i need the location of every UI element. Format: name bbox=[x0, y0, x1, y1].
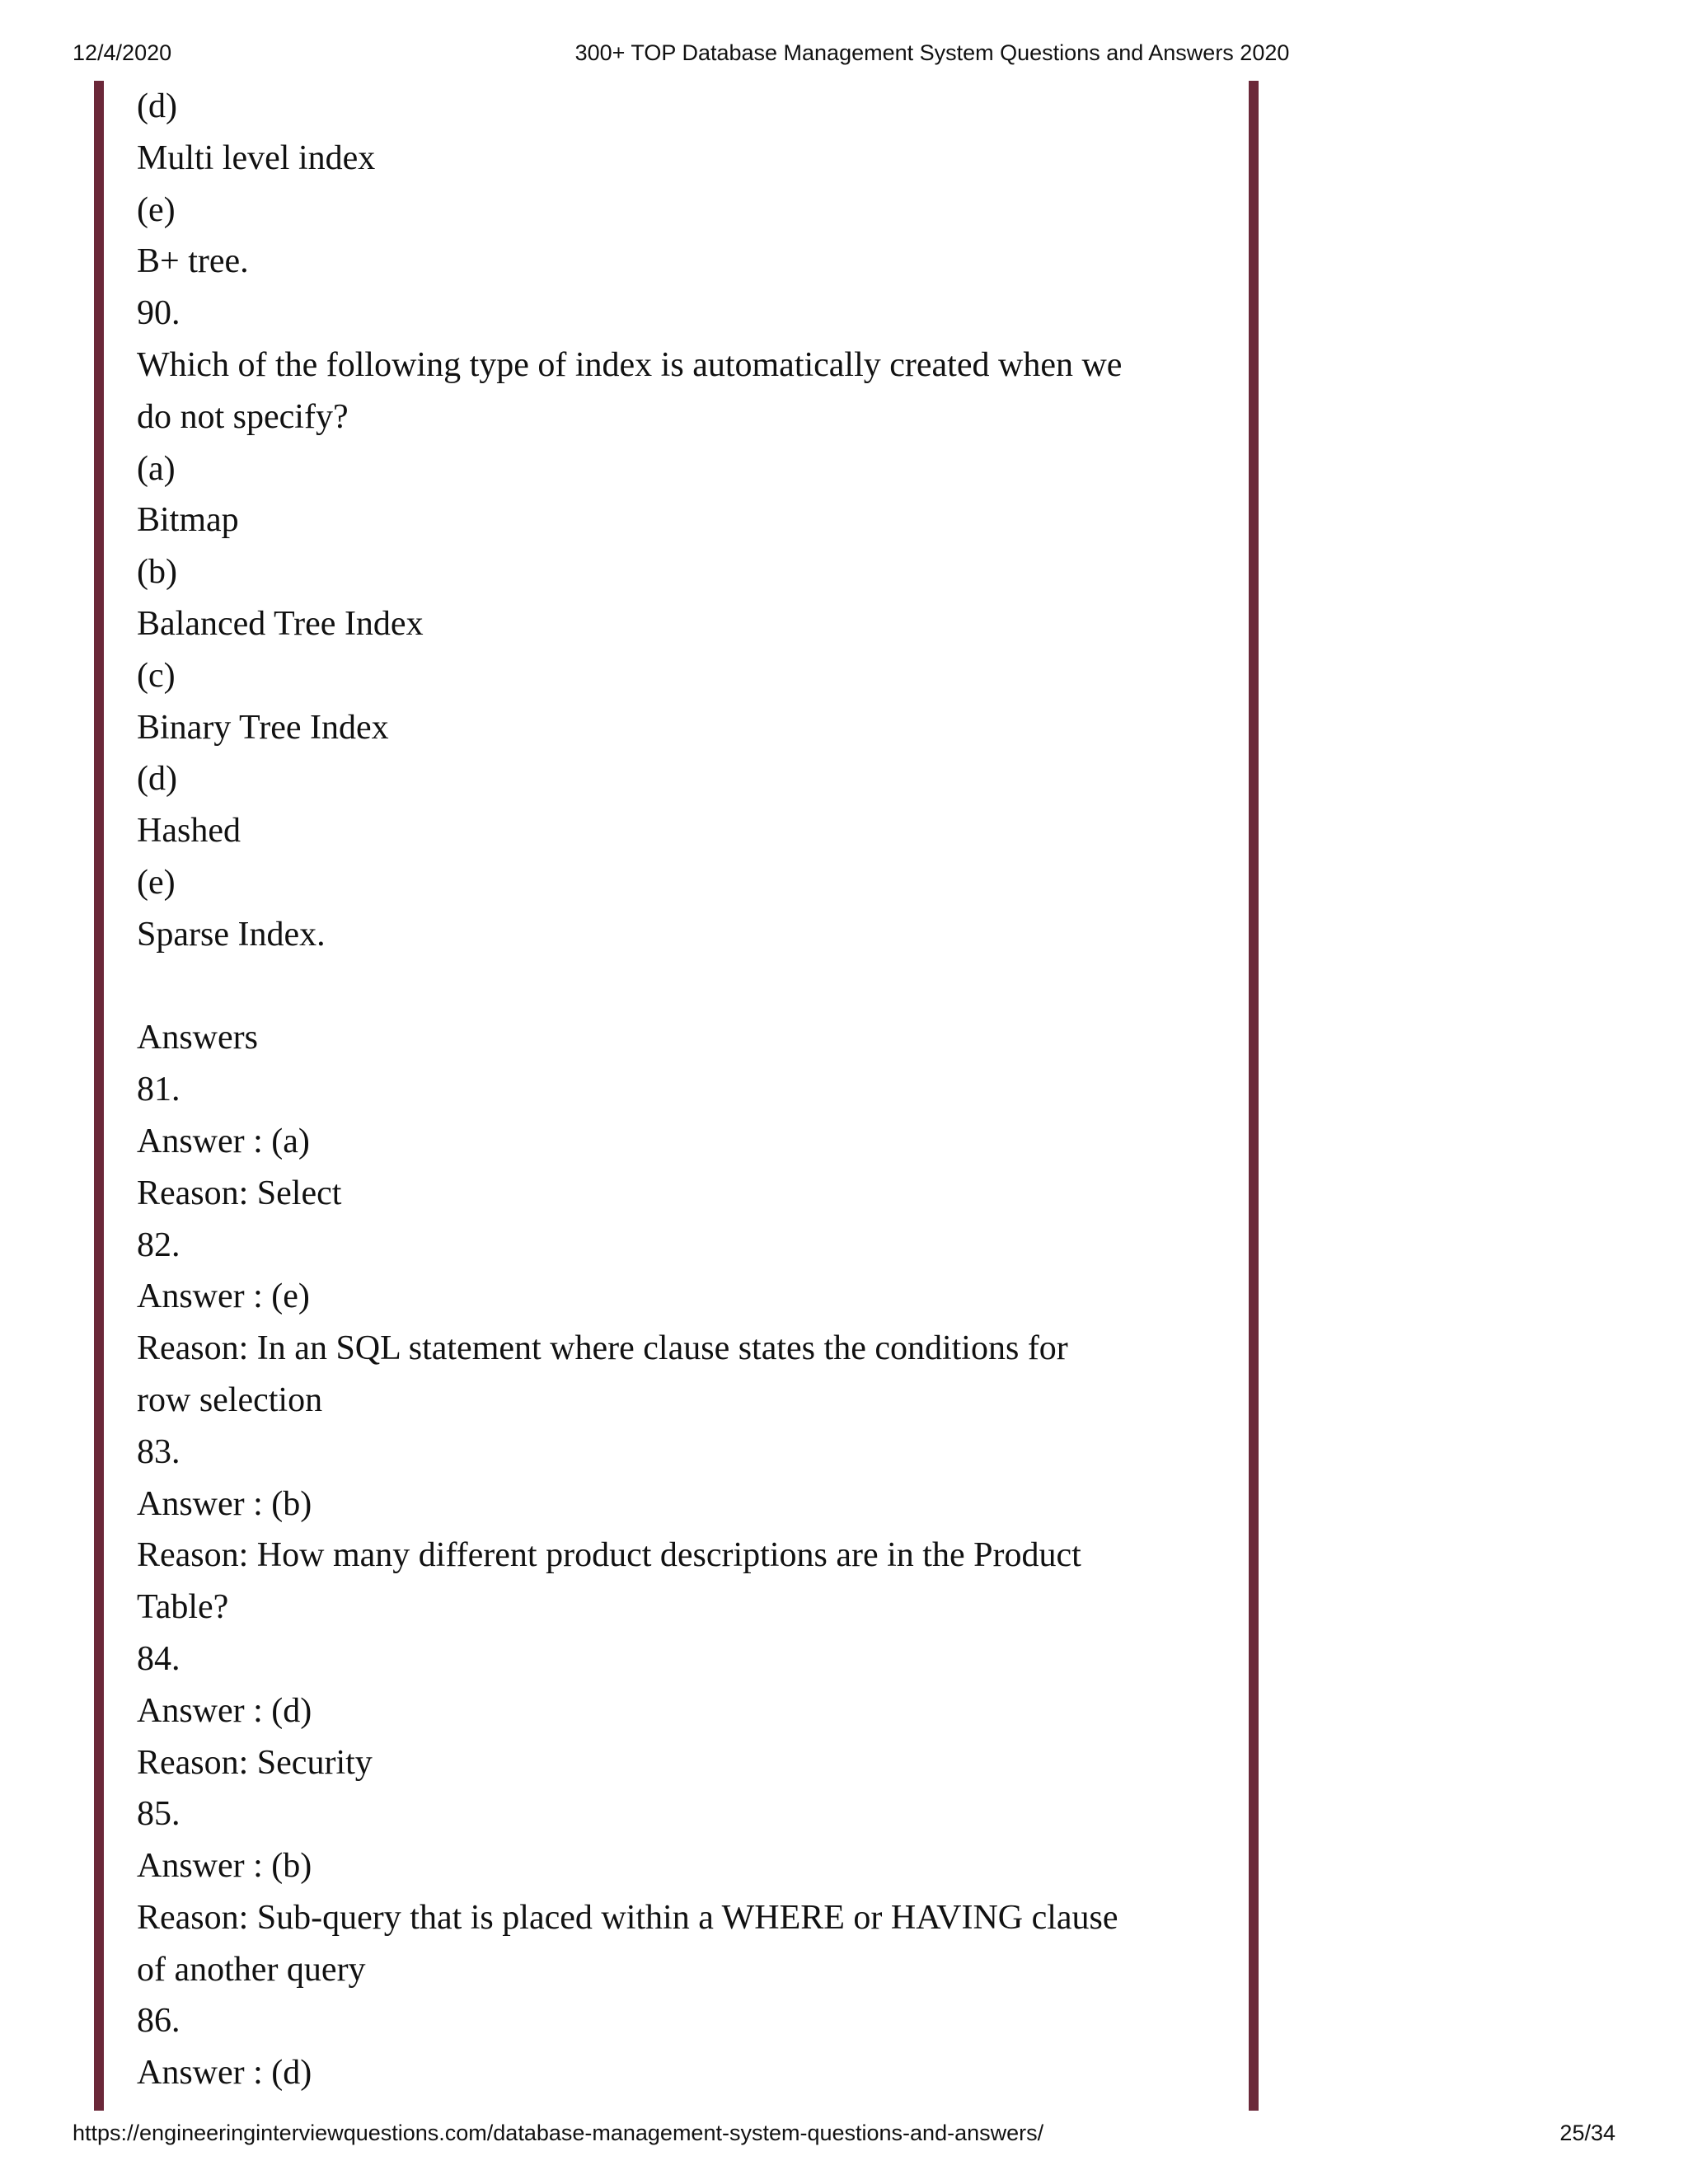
answer-number: 86. bbox=[137, 2002, 181, 2041]
reason-text: of another query bbox=[137, 1950, 366, 1989]
text-line: (e) bbox=[137, 190, 176, 229]
answer-number: 84. bbox=[137, 1639, 181, 1678]
page-number: 25/34 bbox=[1559, 2121, 1615, 2145]
question-text: Which of the following type of index is automatically created when we bbox=[137, 345, 1123, 384]
option-text: Bitmap bbox=[137, 501, 239, 540]
answer-text: Answer : (b) bbox=[137, 1847, 312, 1886]
reason-text: Reason: Sub-query that is placed within a WHERE or HAVING clause bbox=[137, 1898, 1118, 1937]
reason-text: Reason: How many different product descriptions are in the Product bbox=[137, 1536, 1081, 1575]
option-text: Sparse Index. bbox=[137, 915, 326, 954]
option-text: Hashed bbox=[137, 812, 241, 851]
text-line: Multi level index bbox=[137, 138, 376, 177]
left-accent-bar bbox=[94, 81, 104, 2111]
print-date: 12/4/2020 bbox=[73, 40, 172, 65]
reason-text: Reason: Select bbox=[137, 1174, 342, 1212]
text-line: (d) bbox=[137, 87, 177, 125]
answer-text: Answer : (d) bbox=[137, 2054, 312, 2093]
question-text: do not specify? bbox=[137, 397, 349, 436]
option-label: (a) bbox=[137, 449, 176, 488]
reason-text: Table? bbox=[137, 1588, 229, 1627]
answer-text: Answer : (b) bbox=[137, 1484, 312, 1523]
reason-text: Reason: In an SQL statement where clause states the conditions for bbox=[137, 1329, 1068, 1368]
option-label: (b) bbox=[137, 553, 177, 592]
blank-line bbox=[137, 961, 1233, 1013]
answer-text: Answer : (a) bbox=[137, 1122, 310, 1160]
source-url: https://engineeringinterviewquestions.com/database-management-system-questions-and-answers/ bbox=[73, 2121, 1044, 2145]
right-accent-bar bbox=[1249, 81, 1259, 2111]
answer-text: Answer : (d) bbox=[137, 1691, 312, 1730]
option-label: (d) bbox=[137, 760, 177, 799]
question-answer-content bbox=[137, 81, 1233, 2099]
reason-text: Reason: Security bbox=[137, 1743, 373, 1782]
answer-number: 85. bbox=[137, 1795, 181, 1834]
text-line: B+ tree. bbox=[137, 242, 249, 281]
option-label: (e) bbox=[137, 863, 176, 902]
answers-heading: Answers bbox=[137, 1019, 258, 1057]
option-text: Balanced Tree Index bbox=[137, 604, 424, 643]
answer-number: 81. bbox=[137, 1071, 181, 1109]
answer-number: 83. bbox=[137, 1432, 181, 1471]
option-label: (c) bbox=[137, 656, 176, 695]
page-title: 300+ TOP Database Management System Questions and Answers 2020 bbox=[574, 40, 1290, 65]
question-number: 90. bbox=[137, 294, 181, 333]
answer-number: 82. bbox=[137, 1226, 181, 1264]
option-text: Binary Tree Index bbox=[137, 708, 389, 747]
answer-text: Answer : (e) bbox=[137, 1277, 310, 1316]
reason-text: row selection bbox=[137, 1380, 323, 1419]
